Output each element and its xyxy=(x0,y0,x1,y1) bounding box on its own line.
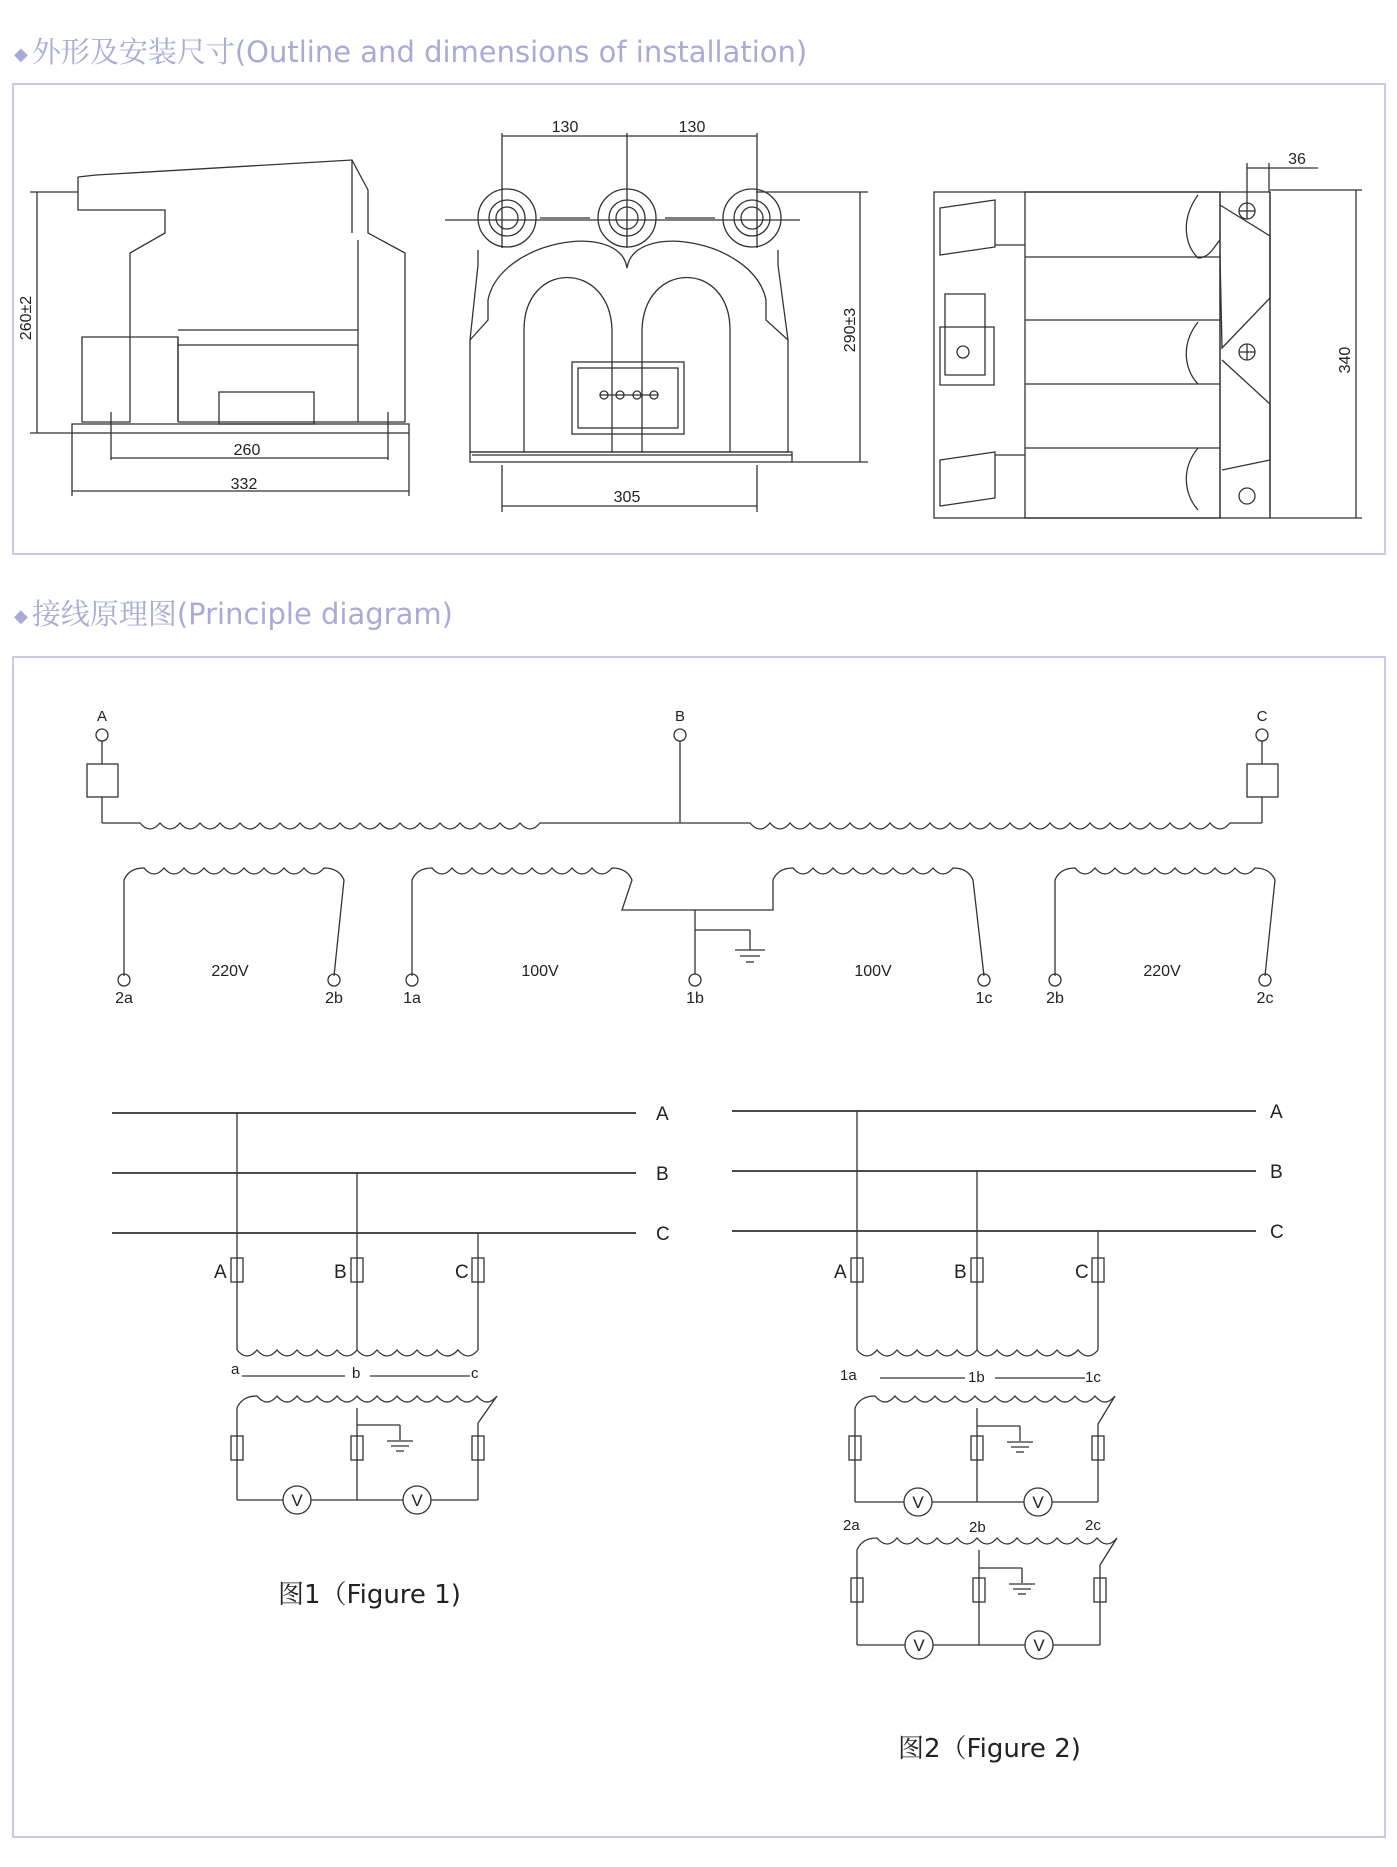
fig2-voltmeter-label: V xyxy=(913,1636,925,1655)
primary-terminal-a-label: A xyxy=(96,708,108,725)
side-view-drawing xyxy=(30,160,409,496)
fig1-bus-b-label: B xyxy=(656,1164,669,1185)
fig2-voltmeter-label: V xyxy=(1033,1636,1045,1655)
fig2-secondary1-label: 1c xyxy=(1085,1369,1101,1386)
diamond-bullet-icon: ◆ xyxy=(14,43,28,65)
secondary-voltage-label: 220V xyxy=(1143,963,1181,980)
principle-section-title: ◆ 接线原理图(Principle diagram) xyxy=(14,597,453,631)
fig2-secondary1-label: 1b xyxy=(968,1369,985,1386)
secondary-voltage-label: 100V xyxy=(521,963,559,980)
secondary-voltage-label: 220V xyxy=(211,963,249,980)
side-height-label: 260±2 xyxy=(18,295,35,341)
fig1-bus-a-label: A xyxy=(656,1104,669,1125)
fig2-fuse-c-label: C xyxy=(1075,1262,1089,1283)
fig2-fuse-a-label: A xyxy=(834,1262,847,1283)
primary-terminal-c-label: C xyxy=(1256,708,1268,725)
transformer-schematic xyxy=(87,729,1278,986)
secondary-terminal-label: 2b xyxy=(325,990,343,1007)
figure2-caption: 图2（Figure 2) xyxy=(898,1734,1081,1764)
fig1-voltmeter-label: V xyxy=(291,1491,303,1510)
fig2-fuse-b-label: B xyxy=(954,1262,967,1283)
fig1-fuse-b-label: B xyxy=(334,1262,347,1283)
fig2-bus-b-label: B xyxy=(1270,1162,1283,1183)
secondary-terminal-label: 2c xyxy=(1256,990,1274,1007)
secondary-terminal-label: 1b xyxy=(686,990,704,1007)
front-spacing-left-label: 130 xyxy=(551,119,579,136)
fig1-fuse-a-label: A xyxy=(214,1262,227,1283)
front-spacing-right-label: 130 xyxy=(678,119,706,136)
fig1-secondary-b-label: b xyxy=(352,1365,361,1382)
diamond-bullet-icon: ◆ xyxy=(14,605,28,627)
secondary-voltage-label: 100V xyxy=(854,963,892,980)
figure1-caption: 图1（Figure 1) xyxy=(278,1580,461,1610)
side-inner-width-label: 260 xyxy=(233,442,261,459)
fig2-voltmeter-label: V xyxy=(912,1493,924,1512)
fig1-secondary-a-label: a xyxy=(231,1361,240,1378)
outline-section-title: ◆ 外形及安装尺寸(Outline and dimensions of installation) xyxy=(14,35,808,69)
fig1-voltmeter-label: V xyxy=(411,1491,423,1510)
secondary-terminal-label: 1a xyxy=(403,990,421,1007)
top-hole-offset-label: 36 xyxy=(1288,151,1306,168)
figure1-schematic xyxy=(112,1113,636,1514)
front-view-drawing xyxy=(445,133,868,512)
front-base-width-label: 305 xyxy=(613,489,641,506)
fig1-bus-c-label: C xyxy=(656,1224,670,1245)
figure2-schematic xyxy=(732,1111,1256,1659)
secondary-terminal-label: 1c xyxy=(975,990,993,1007)
fig1-secondary-c-label: c xyxy=(471,1365,479,1382)
fig2-voltmeter-label: V xyxy=(1032,1493,1044,1512)
fig1-fuse-c-label: C xyxy=(455,1262,469,1283)
secondary-terminal-label: 2b xyxy=(1046,990,1064,1007)
fig2-secondary2-label: 2b xyxy=(969,1519,986,1536)
fig2-bus-a-label: A xyxy=(1270,1102,1283,1123)
fig2-secondary2-label: 2c xyxy=(1085,1517,1101,1534)
front-height-label: 290±3 xyxy=(842,307,859,353)
top-length-label: 340 xyxy=(1337,346,1354,374)
fig2-bus-c-label: C xyxy=(1270,1222,1284,1243)
top-view-drawing xyxy=(934,163,1362,518)
primary-terminal-b-label: B xyxy=(674,708,686,725)
fig2-secondary1-label: 1a xyxy=(840,1367,857,1384)
secondary-terminal-label: 2a xyxy=(115,990,133,1007)
side-outer-width-label: 332 xyxy=(230,476,258,493)
fig2-secondary2-label: 2a xyxy=(843,1517,860,1534)
